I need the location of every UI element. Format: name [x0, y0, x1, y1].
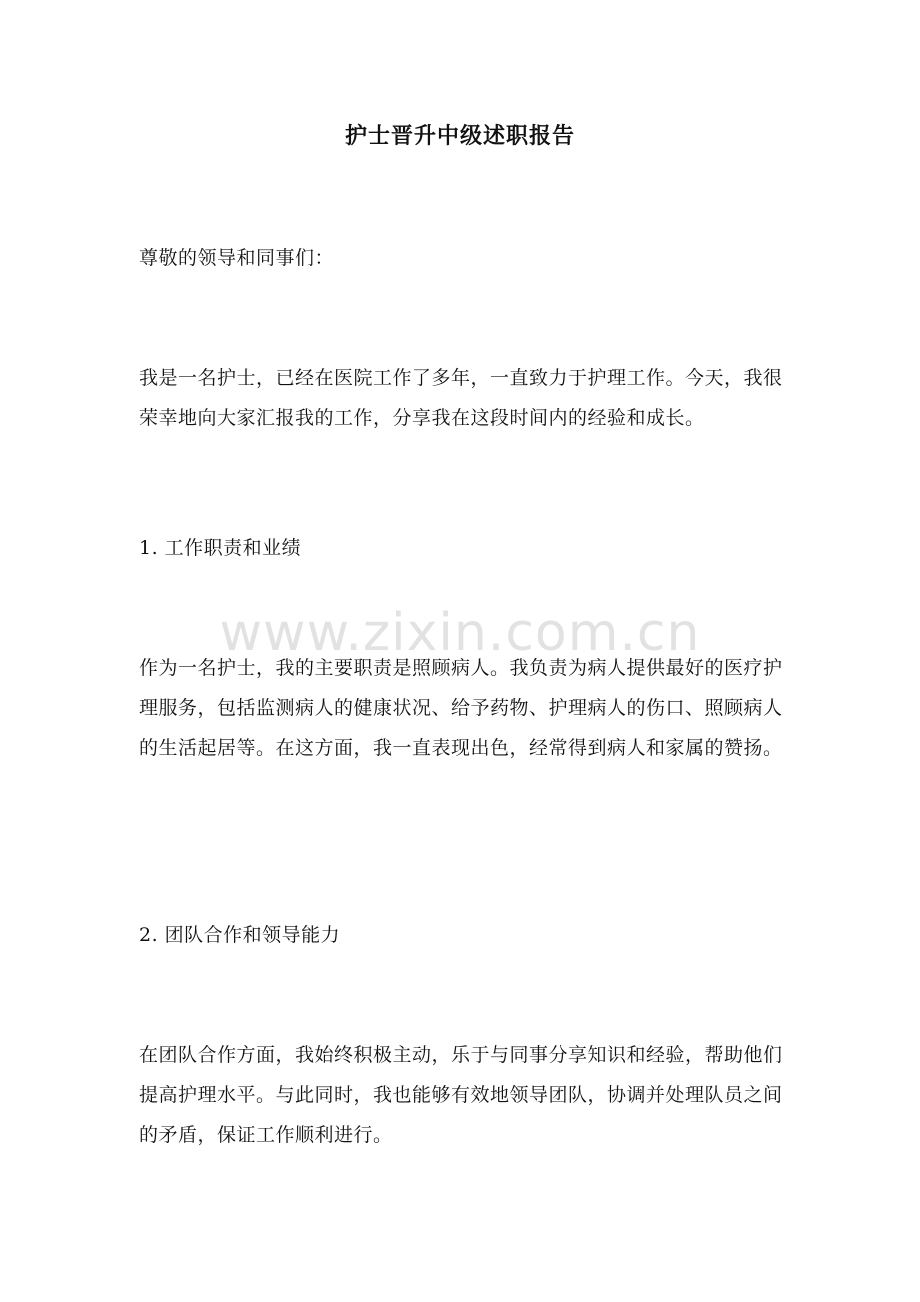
section-body-2: 在团队合作方面，我始终积极主动，乐于与同事分享知识和经验，帮助他们提高护理水平。与此同时，我也能够有效地领导团队，协调并处理队员之间的矛盾，保证工作顺利进行。: [139, 1044, 783, 1146]
section-heading-1: 1. 工作职责和业绩: [139, 537, 302, 559]
section-body-1: 作为一名护士，我的主要职责是照顾病人。我负责为病人提供最好的医疗护理服务，包括监测病人的健康状况、给予药物、护理病人的伤口、照顾病人的生活起居等。在这方面，我一直表现出色，经常得到病人和家属的赞扬。: [139, 657, 783, 759]
document-title: 护士晋升中级述职报告: [344, 123, 575, 149]
greeting: 尊敬的领导和同事们：: [139, 247, 335, 269]
section-heading-2: 2. 团队合作和领导能力: [139, 924, 341, 946]
intro-paragraph: 我是一名护士，已经在医院工作了多年，一直致力于护理工作。今天，我很荣幸地向大家汇报我的工作，分享我在这段时间内的经验和成长。: [139, 367, 783, 429]
watermark: www.zixin.com.cn: [219, 603, 701, 663]
